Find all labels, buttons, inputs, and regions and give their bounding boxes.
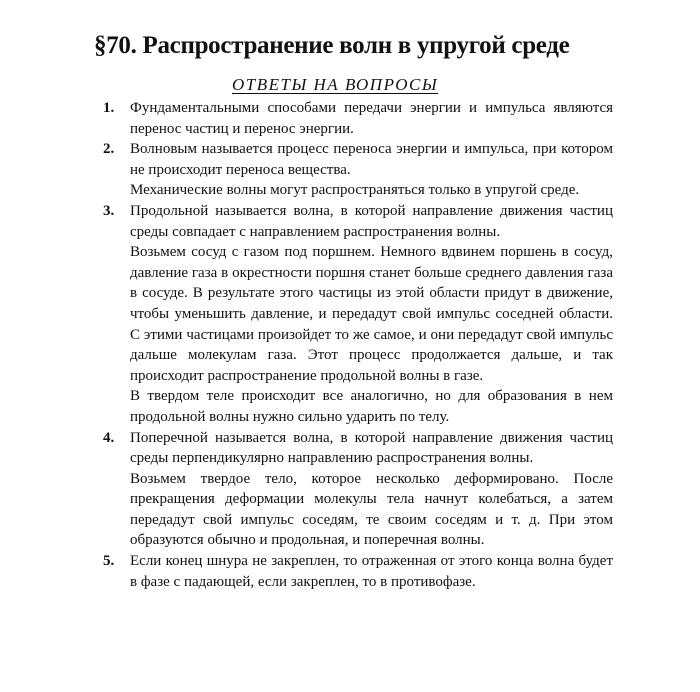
answers-list xyxy=(103,98,613,592)
answer-number: 2. xyxy=(103,141,115,158)
answers-heading: ОТВЕТЫ НА ВОПРОСЫ xyxy=(232,75,439,94)
answer-item-2 xyxy=(103,139,613,201)
answer-paragraph: Фундаментальными способами передачи энергии и импульса являются перенос частиц и перенос энергии. xyxy=(130,100,613,137)
answer-body xyxy=(130,201,613,428)
answer-paragraph: Волновым называется процесс переноса энергии и импульса, при котором не происходит переноса вещества. xyxy=(130,141,613,178)
answer-body xyxy=(130,551,613,592)
answer-number: 1. xyxy=(103,100,115,116)
answer-paragraph: Продольной называется волна, в которой направление движения частиц среды совпадает с направлением распространения волны. xyxy=(130,202,613,240)
answer-paragraph: Если конец шнура не закреплен, то отраженная от этого конца волна будет в фазе с падающей, если закреплен, то в противофазе. xyxy=(130,553,613,590)
section-title: §70. Распространение волн в упругой среде xyxy=(94,32,570,59)
answer-number: 4. xyxy=(103,429,115,446)
answer-number: 5. xyxy=(103,553,115,570)
answer-paragraph: Возьмем сосуд с газом под поршнем. Немного вдвинем поршень в сосуд, давление газа в окрестности поршня станет больше среднего давления газа в сосуде. В результате этого частицы из этой области придут в движение, чтобы уменьшить давление, и передадут свой импульс соседней области. С этими частицами произойдет то же самое, и они передадут свой импульс дальше молекулам газа. Этот процесс продолжается дальше, и так происходит распространение продольной волны в газе. xyxy=(130,244,613,384)
answer-paragraph: В твердом теле происходит все аналогично, но для образования в нем продольной волны нужно сильно ударить по телу. xyxy=(130,388,613,425)
answer-item-1 xyxy=(103,98,613,139)
answer-number: 3. xyxy=(103,202,115,219)
answer-paragraph: Механические волны могут распространяться только в упругой среде. xyxy=(130,182,580,199)
answer-item-3 xyxy=(103,201,613,428)
answer-item-5 xyxy=(103,551,613,592)
answer-body xyxy=(130,98,613,139)
answer-item-4 xyxy=(103,428,613,552)
answer-body xyxy=(130,428,613,552)
answer-paragraph: Поперечной называется волна, в которой направление движения частиц среды перпендикулярно направлению распространения волны. xyxy=(130,429,613,467)
answer-body xyxy=(130,139,613,201)
answer-paragraph: Возьмем твердое тело, которое несколько деформировано. После прекращения деформации молекулы тела начнут колебаться, а затем передадут свой импульс соседям, те своим соседям и т. д. При этом образуются обычно и продольная, и поперечная волны. xyxy=(130,470,613,549)
